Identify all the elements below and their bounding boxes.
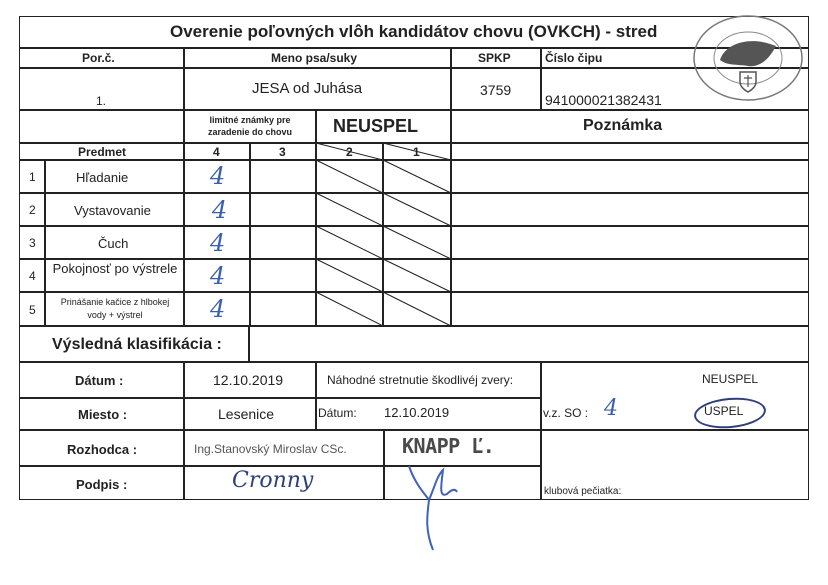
g1-label: 1 [413, 145, 420, 159]
uspel-label: USPEL [704, 404, 744, 418]
miesto-value: Lesenice [218, 406, 275, 422]
subject-num: 3 [29, 236, 36, 250]
klubova-label: klubová pečiatka: [544, 486, 622, 497]
datum-value: 12.10.2019 [213, 372, 284, 388]
subject-num: 5 [29, 303, 36, 317]
subject-name: Prinášanie kačice z hlbokej vody + výstrel [60, 297, 170, 320]
classification-label: Výsledná klasifikácia : [52, 336, 222, 353]
subject-grade: 4 [210, 295, 226, 323]
vz-so-label: v.z. SO : [543, 406, 589, 420]
hdr-spkp: SPKP [478, 51, 511, 65]
subject-grade: 4 [210, 262, 226, 290]
dog-porc: 1. [96, 94, 107, 108]
subject-grade: 4 [210, 162, 226, 190]
page-title: Overenie poľovných vlôh kandidátov chovu (OVKCH) - stred [170, 22, 658, 41]
neuspel-label: NEUSPEL [702, 372, 759, 386]
dog-chip: 941000021382431 [545, 92, 662, 108]
limit-note: limitné známky pre zaradenie do chovu [207, 115, 293, 137]
subject-grade: 4 [212, 196, 228, 224]
club-seal [690, 12, 806, 104]
g4-label: 4 [213, 145, 220, 159]
stretnutie-label: Náhodné stretnutie škodlivéj zvery: [327, 373, 514, 387]
subject-num: 4 [29, 269, 36, 283]
subject-name: Čuch [98, 236, 129, 251]
stretnutie-datum-label: Dátum: [318, 406, 357, 420]
dog-name: JESA od Juhása [252, 80, 363, 97]
classification-value-cell [249, 326, 809, 362]
hdr-porc: Por.č. [82, 51, 115, 65]
note-header: Poznámka [583, 117, 663, 134]
dog-spkp: 3759 [480, 82, 512, 98]
g3-label: 3 [279, 145, 286, 159]
subject-name: Pokojnosť po výstrele [52, 261, 178, 276]
predmet-label: Predmet [78, 145, 127, 159]
subject-num: 1 [29, 170, 36, 184]
g2-label: 2 [346, 145, 353, 159]
podpis-label: Podpis : [76, 477, 128, 492]
subject-name: Vystavovanie [74, 203, 151, 218]
subject-num: 2 [29, 203, 36, 217]
datum-label: Dátum : [75, 373, 124, 388]
rozhodca-value: Ing.Stanovský Miroslav CSc. [194, 442, 347, 456]
second-judge-signature [395, 460, 465, 555]
subject-grade: 4 [210, 229, 226, 257]
result-neuspel: NEUSPEL [333, 116, 419, 136]
podpis-signature: Cronny [232, 468, 314, 493]
stretnutie-datum-value: 12.10.2019 [384, 405, 450, 420]
miesto-label: Miesto : [78, 407, 128, 422]
subject-name: Hľadanie [76, 170, 129, 185]
vz-so-value: 4 [604, 396, 618, 421]
second-judge-stamp: KNAPP Ľ. [402, 434, 495, 458]
hdr-meno: Meno psa/suky [271, 51, 358, 65]
hdr-cip: Číslo čipu [545, 51, 603, 65]
rozhodca-label: Rozhodca : [67, 442, 138, 457]
